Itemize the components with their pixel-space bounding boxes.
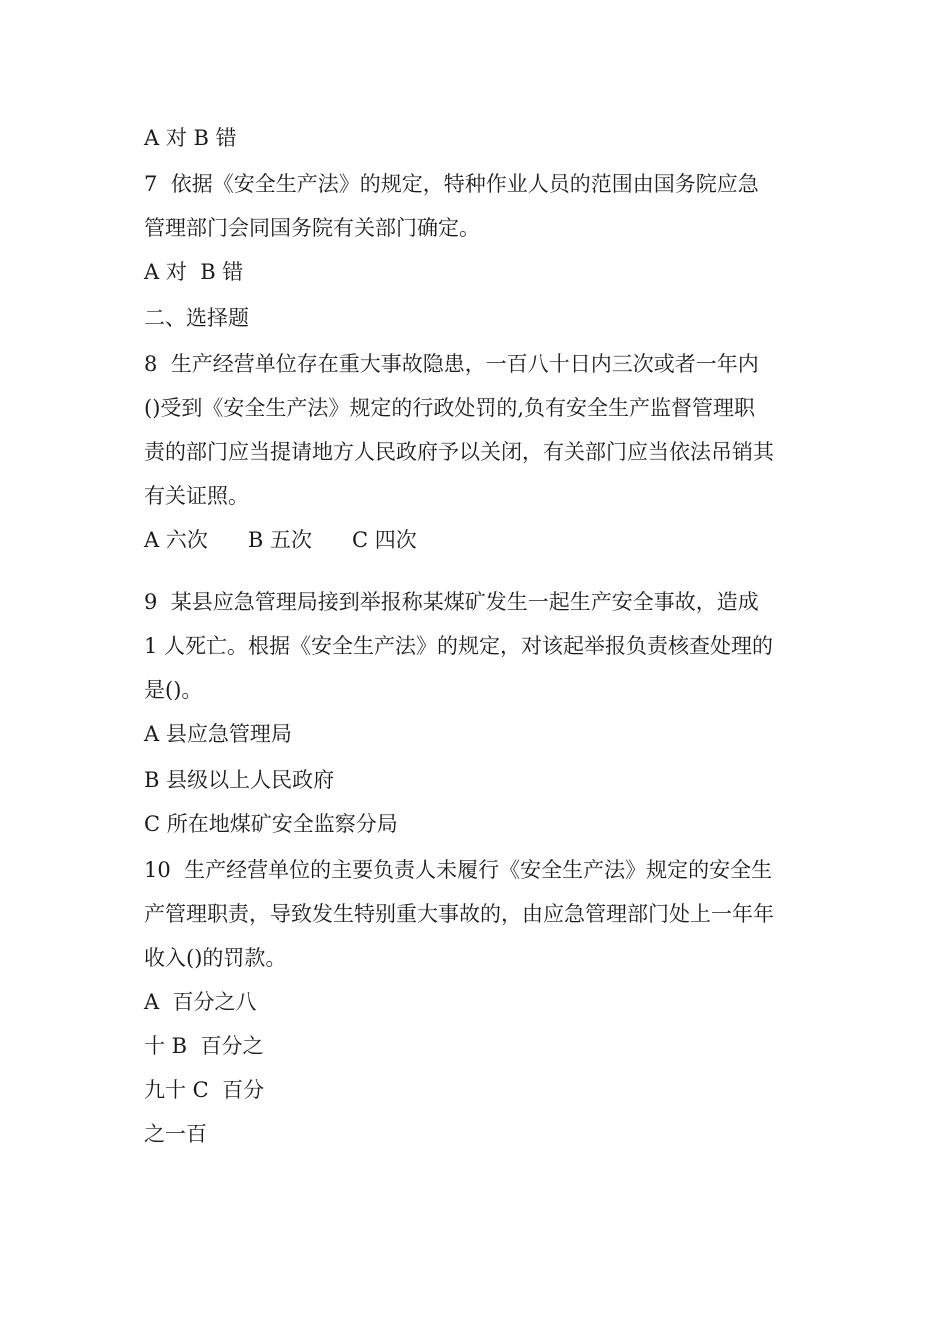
q10-question-line-1: 10 生产经营单位的主要负责人未履行《安全生产法》规定的安全生: [144, 858, 773, 882]
q8-question-line-4: 有关证照。: [144, 484, 249, 508]
q9-question-line-2: 1 人死亡。根据《安全生产法》的规定，对该起举报负责核查处理的: [144, 634, 774, 658]
q8-question-line-2: ()受到《安全生产法》规定的行政处罚的,负有安全生产监督管理职: [144, 396, 756, 420]
q9-question-line-3: 是()。: [144, 678, 203, 702]
q7-answer-options: A 对 B 错: [144, 260, 244, 284]
q10-option-line-1: A 百分之八: [144, 990, 257, 1014]
q7-question-line-1: 7 依据《安全生产法》的规定，特种作业人员的范围由国务院应急: [144, 172, 759, 196]
q7-question-line-2: 管理部门会同国务院有关部门确定。: [144, 216, 480, 240]
q9-option-c: C 所在地煤矿安全监察分局: [144, 812, 398, 836]
q10-question-line-2: 产管理职责，导致发生特别重大事故的，由应急管理部门处上一年年: [144, 902, 774, 926]
q9-option-b: B 县级以上人民政府: [144, 768, 335, 792]
q9-option-a: A 县应急管理局: [144, 722, 292, 746]
q10-option-line-2: 十 B 百分之: [144, 1034, 264, 1058]
q10-option-line-3: 九十 C 百分: [144, 1078, 265, 1102]
q10-question-line-3: 收入()的罚款。: [144, 946, 287, 970]
q8-answer-options: A 六次 B 五次 C 四次: [144, 528, 417, 552]
q8-question-line-3: 责的部门应当提请地方人民政府予以关闭，有关部门应当依法吊销其: [144, 440, 774, 464]
q10-option-line-4: 之一百: [144, 1122, 207, 1146]
q9-question-line-1: 9 某县应急管理局接到举报称某煤矿发生一起生产安全事故，造成: [144, 590, 759, 614]
q8-question-line-1: 8 生产经营单位存在重大事故隐患，一百八十日内三次或者一年内: [144, 352, 759, 376]
q6-answer-options: A 对 B 错: [144, 126, 237, 150]
section-heading: 二、选择题: [144, 306, 249, 330]
